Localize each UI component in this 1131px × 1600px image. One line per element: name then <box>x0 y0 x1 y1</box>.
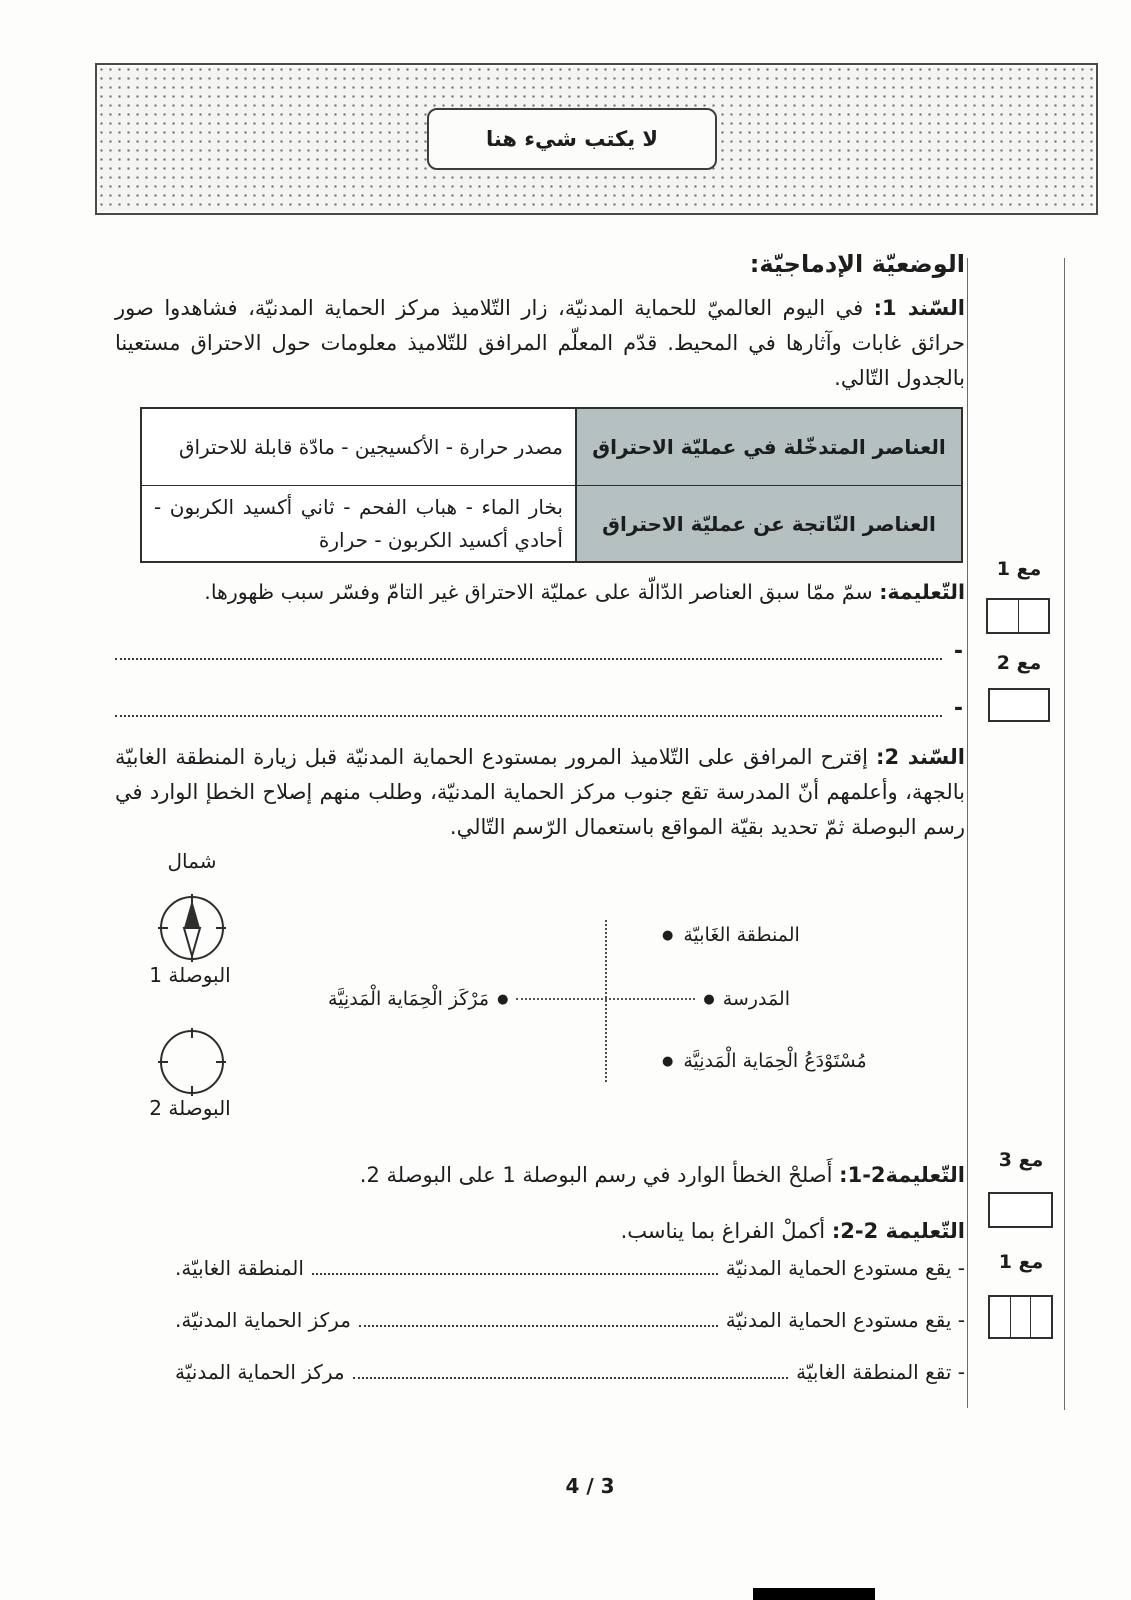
instruction-2-2-label: التّعليمة 2-2: <box>831 1219 965 1243</box>
forest-label: المنطقة الغَابيّة <box>683 924 800 946</box>
blank-dotted-line <box>353 1377 789 1379</box>
blank-dotted-line <box>359 1325 718 1327</box>
page-title: الوضعيّة الإدماجيّة: <box>749 250 965 278</box>
support-2-label: السّند 2: <box>876 745 965 769</box>
blank-prefix: - يقع مستودع الحماية المدنيّة <box>725 1256 965 1280</box>
map-point-bullet: ● <box>662 1053 674 1069</box>
score-cell <box>1018 600 1049 632</box>
margin-rule-outer <box>1064 258 1065 1410</box>
criterion-1-label: مع 1 <box>996 558 1042 580</box>
score-cell <box>1010 1297 1031 1337</box>
do-not-write-box <box>427 108 717 170</box>
combustion-table <box>140 407 963 563</box>
instruction-2-1-text: أَصلحْ الخطأ الوارد في رسم البوصلة 1 على البوصلة 2. <box>359 1163 833 1187</box>
criterion-2-box <box>988 688 1050 722</box>
instruction-1-label: التّعليمة: <box>879 580 965 604</box>
criterion-4-box <box>988 1295 1053 1339</box>
blank-suffix: مركز الحماية المدنيّة <box>175 1360 345 1384</box>
table-row-1-header: العناصر المتدخّلة في عمليّة الاحتراق <box>575 409 961 485</box>
instruction-1 <box>115 575 965 610</box>
support-2-text: إقترح المرافق على التّلاميذ المرور بمستودع الحماية المدنيّة قبل زيارة المنطقة الغابيّة بالجهة، وأعلمهم أنّ المدرسة تقع جنوب مركز الحماية المدنيّة، وطلب منهم إصلاح الخطإ الوارد في رسم البوصلة ثمّ تحديد بقيّة المواقع باستعمال الرّسم التّالي. <box>115 745 965 839</box>
answer-dotted-line <box>115 715 942 717</box>
score-cell <box>990 690 1048 720</box>
instruction-2-1-label: التّعليمة2-1: <box>839 1163 965 1187</box>
criterion-1-box <box>986 598 1050 634</box>
map-point-forest <box>662 924 800 946</box>
criterion-3-label: مع 3 <box>998 1149 1044 1171</box>
page-number: 4 / 3 <box>565 1474 615 1498</box>
table-row-1-value: مصدر حرارة - الأكسيجين - مادّة قابلة للاحتراق <box>178 434 563 459</box>
compass-1-icon <box>156 892 228 964</box>
map-point-bullet: ● <box>497 991 509 1007</box>
support-1-paragraph <box>115 291 965 396</box>
school-label: المَدرسة <box>722 988 790 1010</box>
warehouse-label: مُسْتَوْدَعُ الْحِمَاية الْمَدنِيَّة <box>683 1050 867 1072</box>
score-cell <box>990 1194 1051 1226</box>
score-cell <box>990 1297 1010 1337</box>
map-point-bullet: ● <box>662 927 674 943</box>
north-label: شمال <box>167 849 217 873</box>
do-not-write-label: لا يكتب شيء هنا <box>485 127 659 151</box>
instruction-2-2-text: أكملْ الفراغ بما يناسب. <box>620 1219 826 1243</box>
instruction-1-text: سمّ ممّا سبق العناصر الدّالّة على عمليّة الاحتراق غير التامّ وفسّر سبب ظهورها. <box>204 580 873 604</box>
map-connector-dotted-line <box>516 998 695 1000</box>
criterion-3-box <box>988 1192 1053 1228</box>
compass-2-icon <box>156 1026 228 1098</box>
map-points-school-center <box>328 988 790 1010</box>
map-point-warehouse <box>662 1050 867 1072</box>
answer-dotted-line <box>115 658 942 660</box>
criterion-2-label: مع 2 <box>996 652 1042 674</box>
redaction-strip <box>753 1588 875 1600</box>
support-1-text: في اليوم العالميّ للحماية المدنيّة، زار التّلاميذ مركز الحماية المدنيّة، فشاهدوا صور حرائق غابات وآثارها في المحيط. قدّم المعلّم المرافق للتّلاميذ معلومات حول الاحتراق مستعينا بالجدول التّالي. <box>115 296 965 390</box>
blank-line <box>175 1360 965 1384</box>
blank-line <box>175 1256 965 1280</box>
criterion-4-label: مع 1 <box>998 1251 1044 1273</box>
civil-protection-center-label: مَرْكَز الْحِمَاية الْمَدنِيَّة <box>328 988 490 1010</box>
support-1-label: السّند 1: <box>873 296 965 320</box>
table-row-2-header: العناصر النّاتجة عن عمليّة الاحتراق <box>575 485 961 561</box>
margin-rule-inner <box>967 258 968 1408</box>
support-2-paragraph <box>115 740 965 845</box>
blank-line <box>175 1308 965 1332</box>
blank-prefix: - تقع المنطقة الغابيّة <box>796 1360 965 1384</box>
answer-line-2 <box>115 697 963 721</box>
compass-2-label: البوصلة 2 <box>149 1096 231 1120</box>
blank-prefix: - يقع مستودع الحماية المدنيّة <box>725 1308 965 1332</box>
blank-dotted-line <box>312 1273 718 1275</box>
blank-suffix: مركز الحماية المدنيّة. <box>175 1308 351 1332</box>
score-cell <box>988 600 1018 632</box>
blank-suffix: المنطقة الغابيّة. <box>175 1256 304 1280</box>
instruction-2-1 <box>115 1158 965 1193</box>
answer-line-1 <box>115 640 963 664</box>
instruction-2-2 <box>115 1214 965 1249</box>
compass-1-label: البوصلة 1 <box>149 963 231 987</box>
answer-dash: - <box>953 696 963 721</box>
answer-dash: - <box>953 639 963 664</box>
score-cell <box>1030 1297 1051 1337</box>
map-point-bullet: ● <box>703 991 715 1007</box>
table-row-2-value: بخار الماء - هباب الفحم - ثاني أكسيد الكربون - أحادي أكسيد الكربون - حرارة <box>142 485 575 561</box>
